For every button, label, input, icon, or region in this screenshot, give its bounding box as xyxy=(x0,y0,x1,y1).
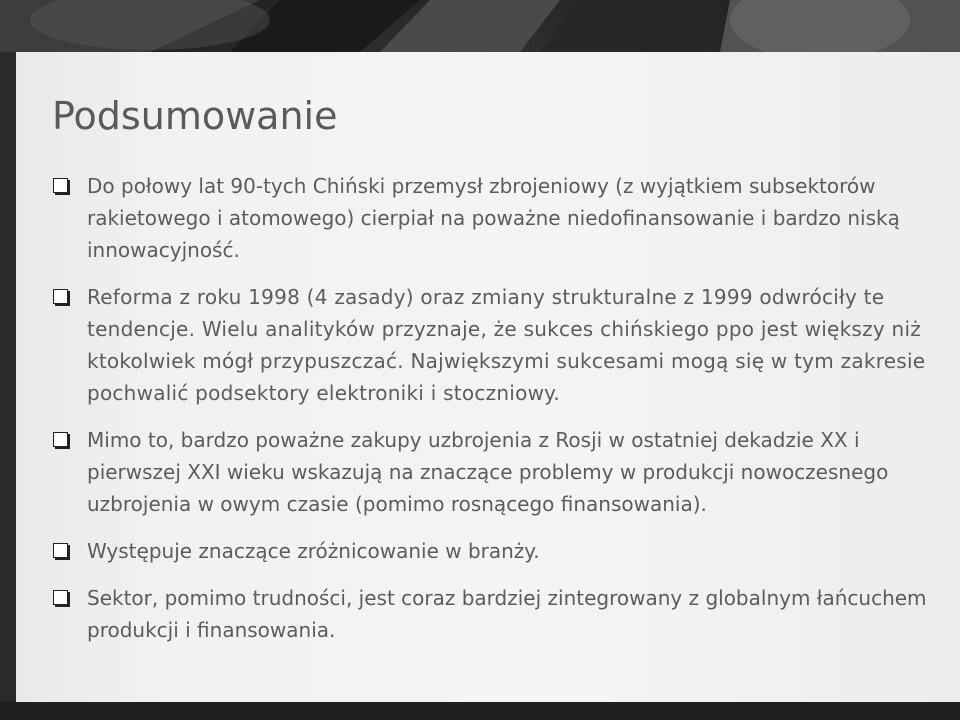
checkbox-square-icon xyxy=(53,432,68,447)
checkbox-square-icon xyxy=(53,590,68,605)
bullet-item xyxy=(50,424,930,520)
bullet-text: Sektor, pomimo trudności, jest coraz bardziej zintegrowany z globalnym łańcuchem produkcji i finansowania. xyxy=(87,586,927,642)
checkbox-square-icon xyxy=(53,289,68,304)
checkbox-square-icon xyxy=(53,178,68,193)
checkbox-square-icon xyxy=(53,543,68,558)
bullet-list xyxy=(50,170,930,646)
bullet-text: Do połowy lat 90-tych Chiński przemysł zbrojeniowy (z wyjątkiem subsektorów rakietowego i atomowego) cierpiał na poważne niedofinansowanie i bardzo niską innowacyjność. xyxy=(87,174,900,262)
bullet-item xyxy=(50,281,930,409)
bullet-text: Występuje znaczące zróżnicowanie w branży. xyxy=(87,539,540,563)
bullet-text: Reforma z roku 1998 (4 zasady) oraz zmiany strukturalne z 1999 odwróciły te tendencje. Wielu analityków przyznaje, że sukces chińskiego ppo jest większy niż ktokolwiek mógł przypuszczać. Największymi sukcesami mogą się w tym zakresie pochwalić podsektory elektroniki i stoczniowy. xyxy=(87,285,926,405)
slide-title: Podsumowanie xyxy=(52,94,338,138)
bullet-item xyxy=(50,170,930,266)
bullet-item xyxy=(50,535,930,567)
bullet-item xyxy=(50,582,930,646)
bullet-text: Mimo to, bardzo poważne zakupy uzbrojenia z Rosji w ostatniej dekadzie XX i pierwszej XXI wieku wskazują na znaczące problemy w produkcji nowoczesnego uzbrojenia w owym czasie (pomimo rosnącego finansowania). xyxy=(87,428,889,516)
